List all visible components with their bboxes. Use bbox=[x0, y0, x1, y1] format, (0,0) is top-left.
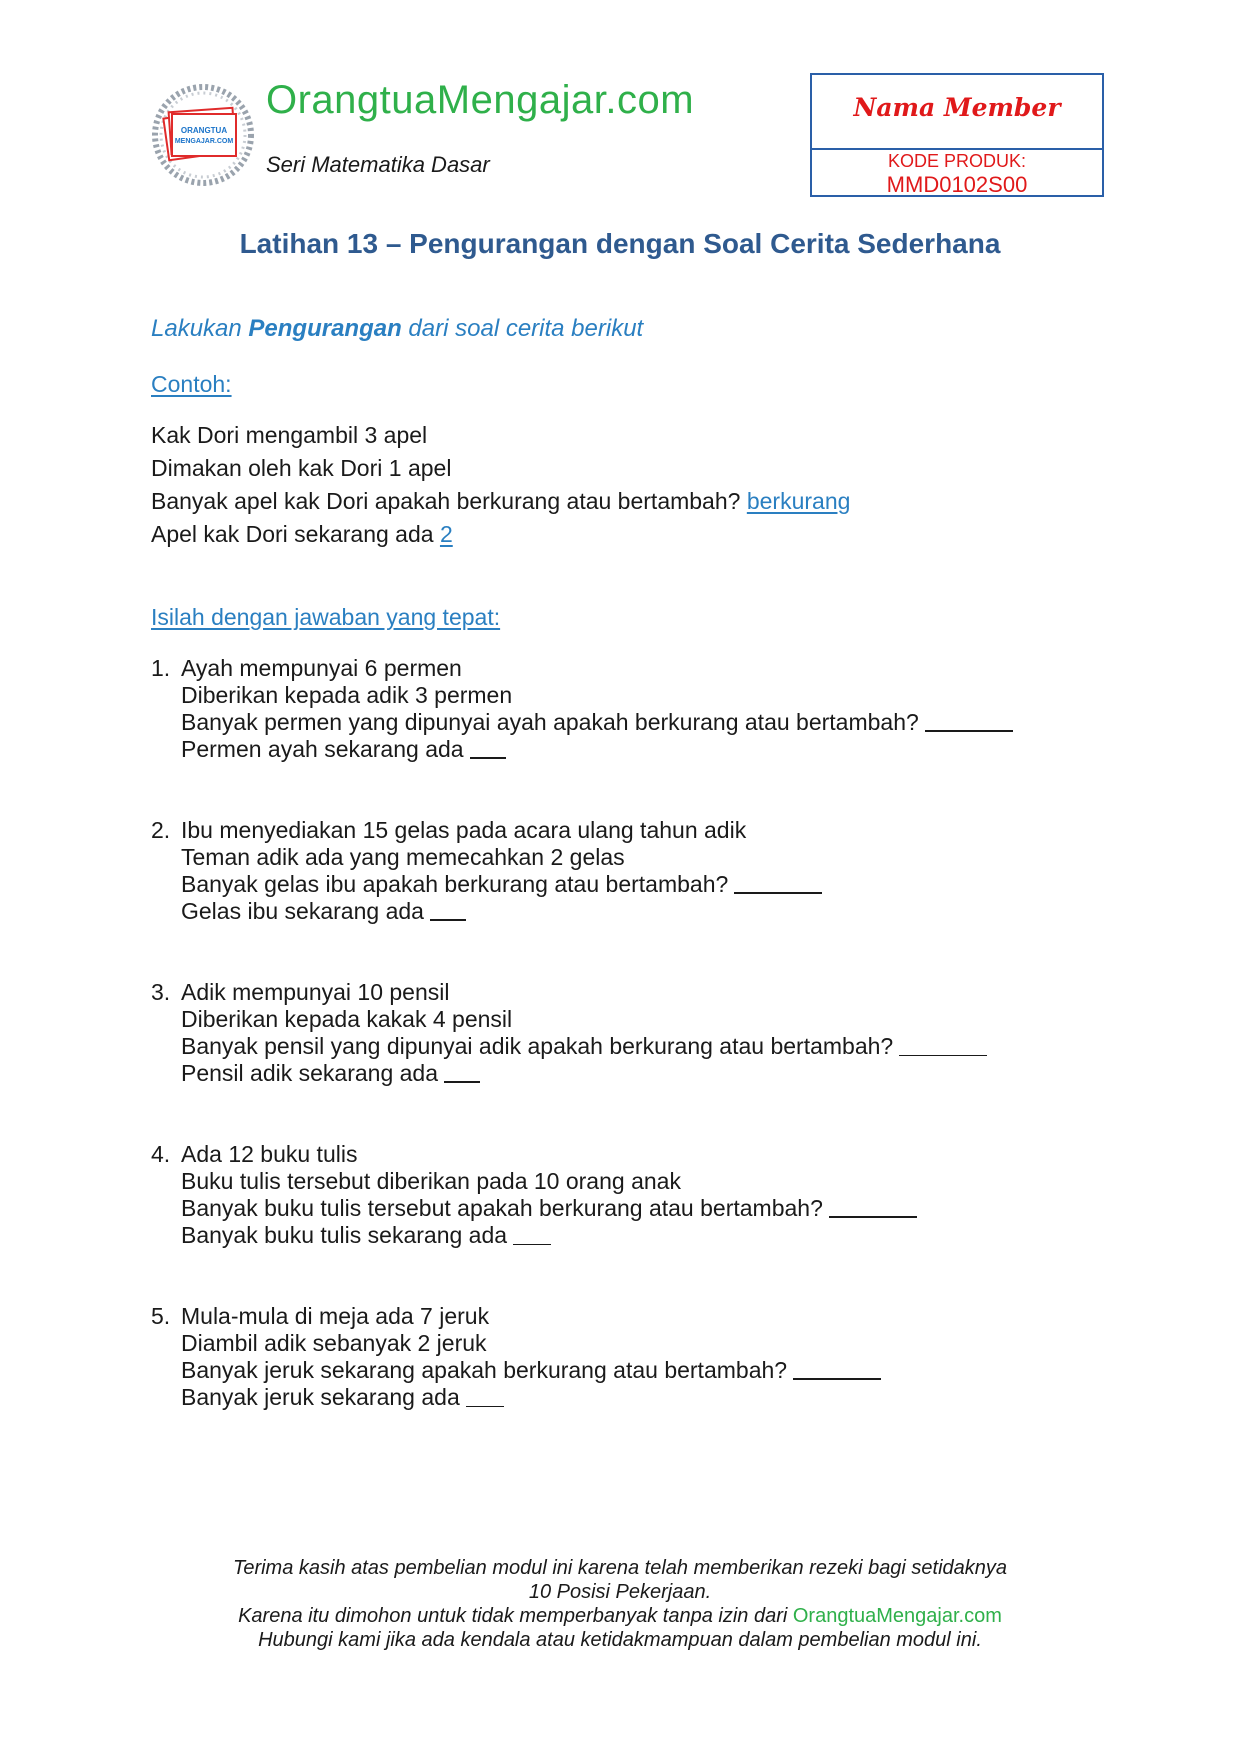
series-subtitle: Seri Matematika Dasar bbox=[266, 152, 490, 177]
member-box-divider bbox=[812, 148, 1102, 150]
question-line-4 bbox=[181, 898, 822, 925]
example-line-4-text: Apel kak Dori sekarang ada bbox=[151, 521, 434, 547]
question-line-3 bbox=[181, 1195, 917, 1222]
example-heading: Contoh: bbox=[151, 371, 232, 397]
answer-blank-direction[interactable] bbox=[734, 891, 822, 894]
brand-name: OrangtuaMengajar.com bbox=[266, 78, 695, 122]
logo-text-1: ORANGTUA bbox=[180, 126, 228, 135]
footer-line-2: 10 Posisi Pekerjaan. bbox=[528, 1581, 712, 1603]
question-number: 5. bbox=[151, 1303, 171, 1329]
question-line-3-text: Banyak buku tulis tersebut apakah berkurang atau bertambah? bbox=[181, 1195, 823, 1221]
question-line-2: Diambil adik sebanyak 2 jeruk bbox=[181, 1330, 487, 1356]
question-line-4 bbox=[181, 736, 1013, 763]
example-block bbox=[151, 419, 850, 551]
instruction-suffix: dari soal cerita berikut bbox=[401, 315, 644, 342]
footer-line-1: Terima kasih atas pembelian modul ini karena telah memberikan rezeki bagi setidaknya bbox=[232, 1557, 1008, 1579]
question-number: 2. bbox=[151, 817, 171, 843]
question-line-3-text: Banyak gelas ibu apakah berkurang atau bertambah? bbox=[181, 871, 729, 897]
page-title: Latihan 13 – Pengurangan dengan Soal Cerita Sederhana bbox=[239, 228, 1001, 259]
answer-blank-direction[interactable] bbox=[899, 1054, 987, 1056]
question-line-4 bbox=[181, 1384, 881, 1411]
example-line-1: Kak Dori mengambil 3 apel bbox=[151, 422, 428, 448]
question-line-4 bbox=[181, 1060, 987, 1087]
footer-brand: OrangtuaMengajar.com bbox=[792, 1605, 1002, 1627]
exercise-heading: Isilah dengan jawaban yang tepat: bbox=[151, 604, 501, 630]
question-line-3 bbox=[181, 1357, 881, 1384]
footer-line-3-text: Karena itu dimohon untuk tidak memperbanyak tanpa izin dari bbox=[238, 1605, 788, 1627]
question-line-3 bbox=[181, 1033, 987, 1060]
question-line-4-text: Permen ayah sekarang ada bbox=[181, 736, 464, 762]
question-line-4 bbox=[181, 1222, 917, 1249]
footer-line-3 bbox=[0, 1604, 1240, 1628]
question-number: 1. bbox=[151, 655, 171, 681]
instruction-bold: Pengurangan bbox=[248, 315, 402, 342]
answer-blank-count[interactable] bbox=[430, 918, 466, 921]
question-line-1: Adik mempunyai 10 pensil bbox=[181, 979, 450, 1005]
answer-blank-count[interactable] bbox=[444, 1080, 480, 1083]
example-line-2: Dimakan oleh kak Dori 1 apel bbox=[151, 455, 452, 481]
question-line-1: Ibu menyediakan 15 gelas pada acara ulang tahun adik bbox=[181, 817, 747, 843]
logo bbox=[152, 84, 254, 186]
answer-blank-count[interactable] bbox=[470, 756, 506, 759]
member-box bbox=[810, 73, 1104, 197]
answer-blank-count[interactable] bbox=[513, 1243, 551, 1245]
question-number: 3. bbox=[151, 979, 171, 1005]
question-line-2: Buku tulis tersebut diberikan pada 10 orang anak bbox=[181, 1168, 681, 1194]
question-line-2: Diberikan kepada kakak 4 pensil bbox=[181, 1006, 513, 1032]
question-line-2: Diberikan kepada adik 3 permen bbox=[181, 682, 513, 708]
kode-produk-label: KODE PRODUK: bbox=[887, 151, 1027, 171]
question-line-4-text: Banyak jeruk sekarang ada bbox=[181, 1384, 460, 1410]
question-line-4-text: Pensil adik sekarang ada bbox=[181, 1060, 438, 1086]
question-line-3-text: Banyak pensil yang dipunyai adik apakah berkurang atau bertambah? bbox=[181, 1033, 894, 1059]
answer-blank-direction[interactable] bbox=[793, 1377, 881, 1380]
question-line-1: Ada 12 buku tulis bbox=[181, 1141, 358, 1167]
example-line-4 bbox=[151, 518, 850, 551]
footer bbox=[0, 1556, 1240, 1652]
example-line-3-text: Banyak apel kak Dori apakah berkurang atau bertambah? bbox=[151, 488, 741, 514]
question-line-3-text: Banyak permen yang dipunyai ayah apakah berkurang atau bertambah? bbox=[181, 709, 919, 735]
question-line-3-text: Banyak jeruk sekarang apakah berkurang atau bertambah? bbox=[181, 1357, 788, 1383]
footer-line-4: Hubungi kami jika ada kendala atau ketidakmampuan dalam pembelian modul ini. bbox=[258, 1629, 982, 1651]
instruction bbox=[151, 315, 643, 343]
question-line-4-text: Gelas ibu sekarang ada bbox=[181, 898, 424, 924]
question-line-3 bbox=[181, 871, 822, 898]
answer-blank-direction[interactable] bbox=[925, 729, 1013, 732]
instruction-prefix: Lakukan bbox=[151, 315, 249, 342]
question-line-2: Teman adik ada yang memecahkan 2 gelas bbox=[181, 844, 625, 870]
kode-produk-value: MMD0102S00 bbox=[886, 172, 1028, 197]
question-line-1: Mula-mula di meja ada 7 jeruk bbox=[181, 1303, 490, 1329]
example-line-3 bbox=[151, 485, 850, 518]
question-line-4-text: Banyak buku tulis sekarang ada bbox=[181, 1222, 508, 1248]
question-line-1: Ayah mempunyai 6 permen bbox=[181, 655, 462, 681]
answer-blank-count[interactable] bbox=[466, 1405, 504, 1407]
example-answer-2: 2 bbox=[439, 521, 453, 547]
example-answer-1: berkurang bbox=[746, 488, 851, 514]
question-line-3 bbox=[181, 709, 1013, 736]
logo-text-2: MENGAJAR.COM bbox=[174, 138, 234, 145]
answer-blank-direction[interactable] bbox=[829, 1215, 917, 1218]
question-number: 4. bbox=[151, 1141, 171, 1167]
member-name-label: Nama Member bbox=[853, 93, 1061, 122]
